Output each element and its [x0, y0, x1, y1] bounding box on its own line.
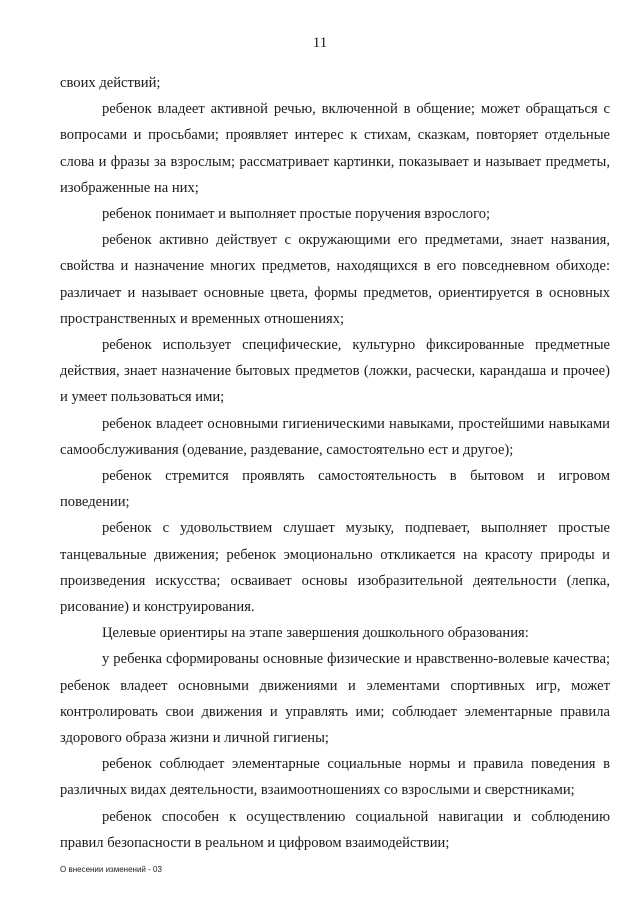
body-text: [60, 70, 610, 856]
paragraph: ребенок понимает и выполняет простые поручения взрослого;: [102, 206, 491, 223]
paragraph: ребенок соблюдает элементарные социальные нормы и правила поведения в различных видах деятельности, взаимоотношениях со взрослыми и сверстниками;: [60, 756, 610, 799]
paragraph: у ребенка сформированы основные физические и нравственно-волевые качества; ребенок владеет основными движениями и элементами спортивных игр, может контролировать свои движения и управлять ими; соблюдает элементарные правила здорового образа жизни и личной гигиены;: [60, 651, 610, 747]
paragraph: ребенок владеет активной речью, включенной в общение; может обращаться с вопросами и просьбами; проявляет интерес к стихам, сказкам, повторяет отдельные слова и фразы за взрослым; рассматривает картинки, показывает и называет предметы, изображенные на них;: [60, 101, 610, 196]
paragraph: ребенок использует специфические, культурно фиксированные предметные действия, знает назначение бытовых предметов (ложки, расчески, карандаша и прочее) и умеет пользоваться ими;: [60, 337, 610, 406]
paragraph: ребенок активно действует с окружающими его предметами, знает названия, свойства и назначение многих предметов, находящихся в его повседневном обиходе: различает и называет основные цвета, формы предметов, ориентируется в основных пространственных и временных отношениях;: [60, 232, 610, 327]
paragraph: ребенок владеет основными гигиеническими навыками, простейшими навыками самообслуживания (одевание, раздевание, самостоятельно ест и другое);: [60, 415, 610, 458]
paragraph: ребенок способен к осуществлению социальной навигации и соблюдению правил безопасности в реальном и цифровом взаимодействии;: [60, 808, 610, 851]
section-heading: Целевые ориентиры на этапе завершения дошкольного образования:: [102, 625, 529, 642]
paragraph: своих действий;: [60, 75, 161, 91]
paragraph: ребенок стремится проявлять самостоятельность в бытовом и игровом поведении;: [60, 468, 610, 511]
paragraph: ребенок с удовольствием слушает музыку, подпевает, выполняет простые танцевальные движения; ребенок эмоционально откликается на красоту природы и произведения искусства; осваивает основы изобразительной деятельности (лепка, рисование) и конструирования.: [60, 520, 610, 616]
footer-note: О внесении изменений - 03: [60, 865, 162, 874]
page-number: 11: [312, 35, 328, 51]
